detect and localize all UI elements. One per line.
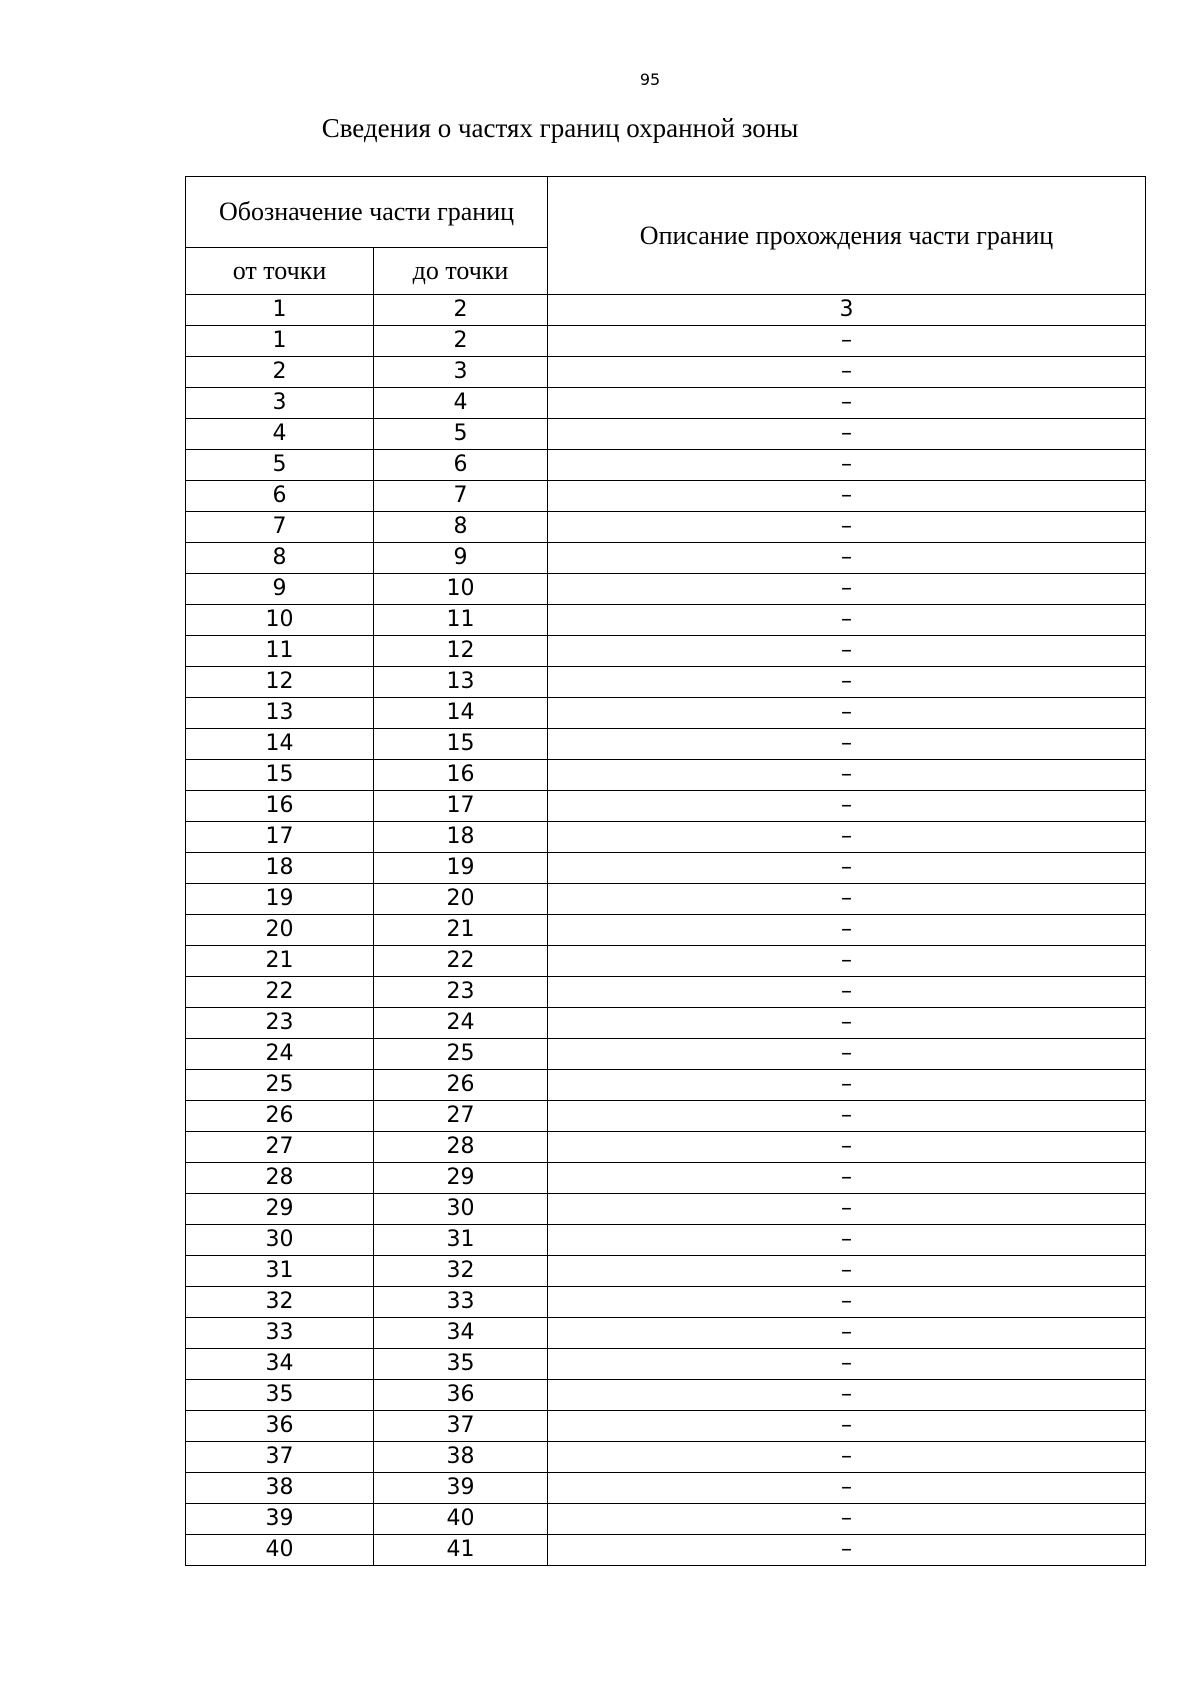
description-cell: – [548,946,1146,977]
from-point-cell: 38 [186,1473,374,1504]
table-row [186,481,1146,512]
table-row [186,1194,1146,1225]
description-cell: – [548,884,1146,915]
from-point-cell: 21 [186,946,374,977]
header-boundary-description: Описание прохождения части границ [548,177,1146,295]
header-from-point: от точки [186,248,374,295]
table-row [186,698,1146,729]
to-point-cell: 32 [374,1256,548,1287]
to-point-cell: 13 [374,667,548,698]
to-point-cell: 3 [374,357,548,388]
table-row [186,1473,1146,1504]
from-point-cell: 27 [186,1132,374,1163]
from-point-cell: 20 [186,915,374,946]
description-cell: – [548,326,1146,357]
description-cell: – [548,1349,1146,1380]
description-cell: – [548,450,1146,481]
from-point-cell: 8 [186,543,374,574]
table-row [186,1163,1146,1194]
description-cell: – [548,1442,1146,1473]
from-point-cell: 37 [186,1442,374,1473]
description-cell: – [548,1070,1146,1101]
table-row [186,760,1146,791]
table-row [186,977,1146,1008]
to-point-cell: 10 [374,574,548,605]
description-cell: – [548,1132,1146,1163]
to-point-cell: 29 [374,1163,548,1194]
header-to-point: до точки [374,248,548,295]
description-cell: – [548,791,1146,822]
to-point-cell: 2 [374,326,548,357]
table-row [186,636,1146,667]
from-point-cell: 22 [186,977,374,1008]
to-point-cell: 12 [374,636,548,667]
description-cell: – [548,1101,1146,1132]
from-point-cell: 3 [186,388,374,419]
to-point-cell: 40 [374,1504,548,1535]
description-cell: – [548,574,1146,605]
from-point-cell: 17 [186,822,374,853]
from-point-cell: 31 [186,1256,374,1287]
description-cell: – [548,1256,1146,1287]
from-point-cell: 29 [186,1194,374,1225]
to-point-cell: 4 [374,388,548,419]
from-point-cell: 5 [186,450,374,481]
table-row [186,1008,1146,1039]
to-point-cell: 20 [374,884,548,915]
to-point-cell: 16 [374,760,548,791]
to-point-cell: 21 [374,915,548,946]
to-point-cell: 28 [374,1132,548,1163]
table-row [186,1132,1146,1163]
table-row [186,946,1146,977]
description-cell: – [548,822,1146,853]
column-number: 1 [186,295,374,326]
table-row [186,1380,1146,1411]
page-title: Сведения о частях границ охранной зоны [321,113,799,143]
description-cell: – [548,977,1146,1008]
from-point-cell: 36 [186,1411,374,1442]
from-point-cell: 25 [186,1070,374,1101]
description-cell: – [548,698,1146,729]
table-body [186,295,1146,1566]
description-cell: – [548,512,1146,543]
from-point-cell: 40 [186,1535,374,1566]
description-cell: – [548,419,1146,450]
from-point-cell: 6 [186,481,374,512]
table-row [186,1225,1146,1256]
table-row [186,450,1146,481]
from-point-cell: 24 [186,1039,374,1070]
description-cell: – [548,915,1146,946]
to-point-cell: 26 [374,1070,548,1101]
to-point-cell: 22 [374,946,548,977]
from-point-cell: 10 [186,605,374,636]
boundary-parts-table [185,176,1146,1566]
description-cell: – [548,1287,1146,1318]
description-cell: – [548,1504,1146,1535]
from-point-cell: 34 [186,1349,374,1380]
table-header [186,177,1146,295]
table-row [186,822,1146,853]
to-point-cell: 39 [374,1473,548,1504]
to-point-cell: 31 [374,1225,548,1256]
table-row [186,419,1146,450]
to-point-cell: 41 [374,1535,548,1566]
table-row [186,574,1146,605]
from-point-cell: 2 [186,357,374,388]
table-row [186,1070,1146,1101]
table-row [186,791,1146,822]
table-row [186,326,1146,357]
to-point-cell: 23 [374,977,548,1008]
description-cell: – [548,543,1146,574]
description-cell: – [548,388,1146,419]
header-boundary-designation: Обозначение части границ [186,177,548,248]
table-row [186,388,1146,419]
description-cell: – [548,1163,1146,1194]
from-point-cell: 26 [186,1101,374,1132]
to-point-cell: 11 [374,605,548,636]
to-point-cell: 8 [374,512,548,543]
description-cell: – [548,760,1146,791]
to-point-cell: 38 [374,1442,548,1473]
description-cell: – [548,667,1146,698]
table-row [186,1535,1146,1566]
table-row [186,729,1146,760]
description-cell: – [548,729,1146,760]
from-point-cell: 18 [186,853,374,884]
description-cell: – [548,481,1146,512]
table-row [186,1256,1146,1287]
from-point-cell: 15 [186,760,374,791]
from-point-cell: 16 [186,791,374,822]
to-point-cell: 5 [374,419,548,450]
to-point-cell: 25 [374,1039,548,1070]
to-point-cell: 34 [374,1318,548,1349]
description-cell: – [548,1380,1146,1411]
from-point-cell: 30 [186,1225,374,1256]
from-point-cell: 39 [186,1504,374,1535]
to-point-cell: 6 [374,450,548,481]
description-cell: – [548,636,1146,667]
description-cell: – [548,1039,1146,1070]
table-row [186,884,1146,915]
to-point-cell: 37 [374,1411,548,1442]
from-point-cell: 4 [186,419,374,450]
table-row [186,1504,1146,1535]
from-point-cell: 13 [186,698,374,729]
from-point-cell: 1 [186,326,374,357]
table-row [186,1039,1146,1070]
from-point-cell: 19 [186,884,374,915]
table-row [186,357,1146,388]
from-point-cell: 35 [186,1380,374,1411]
table-row [186,1442,1146,1473]
table-row [186,1411,1146,1442]
table-row [186,1101,1146,1132]
table-row [186,512,1146,543]
to-point-cell: 18 [374,822,548,853]
to-point-cell: 17 [374,791,548,822]
from-point-cell: 28 [186,1163,374,1194]
to-point-cell: 24 [374,1008,548,1039]
description-cell: – [548,357,1146,388]
from-point-cell: 9 [186,574,374,605]
table-row [186,1349,1146,1380]
description-cell: – [548,605,1146,636]
from-point-cell: 11 [186,636,374,667]
table-row [186,1318,1146,1349]
to-point-cell: 30 [374,1194,548,1225]
from-point-cell: 7 [186,512,374,543]
description-cell: – [548,1008,1146,1039]
to-point-cell: 36 [374,1380,548,1411]
table-row [186,605,1146,636]
to-point-cell: 7 [374,481,548,512]
description-cell: – [548,1411,1146,1442]
from-point-cell: 32 [186,1287,374,1318]
to-point-cell: 14 [374,698,548,729]
table-row [186,667,1146,698]
from-point-cell: 14 [186,729,374,760]
page-number: 95 [639,70,661,89]
table-row [186,853,1146,884]
to-point-cell: 15 [374,729,548,760]
column-number: 3 [548,295,1146,326]
column-numbering-row [186,295,1146,326]
column-number: 2 [374,295,548,326]
to-point-cell: 33 [374,1287,548,1318]
table-row [186,1287,1146,1318]
to-point-cell: 27 [374,1101,548,1132]
to-point-cell: 19 [374,853,548,884]
description-cell: – [548,1535,1146,1566]
from-point-cell: 23 [186,1008,374,1039]
to-point-cell: 9 [374,543,548,574]
to-point-cell: 35 [374,1349,548,1380]
from-point-cell: 33 [186,1318,374,1349]
description-cell: – [548,1225,1146,1256]
table-row [186,915,1146,946]
description-cell: – [548,1194,1146,1225]
description-cell: – [548,853,1146,884]
description-cell: – [548,1473,1146,1504]
table-row [186,543,1146,574]
description-cell: – [548,1318,1146,1349]
from-point-cell: 12 [186,667,374,698]
